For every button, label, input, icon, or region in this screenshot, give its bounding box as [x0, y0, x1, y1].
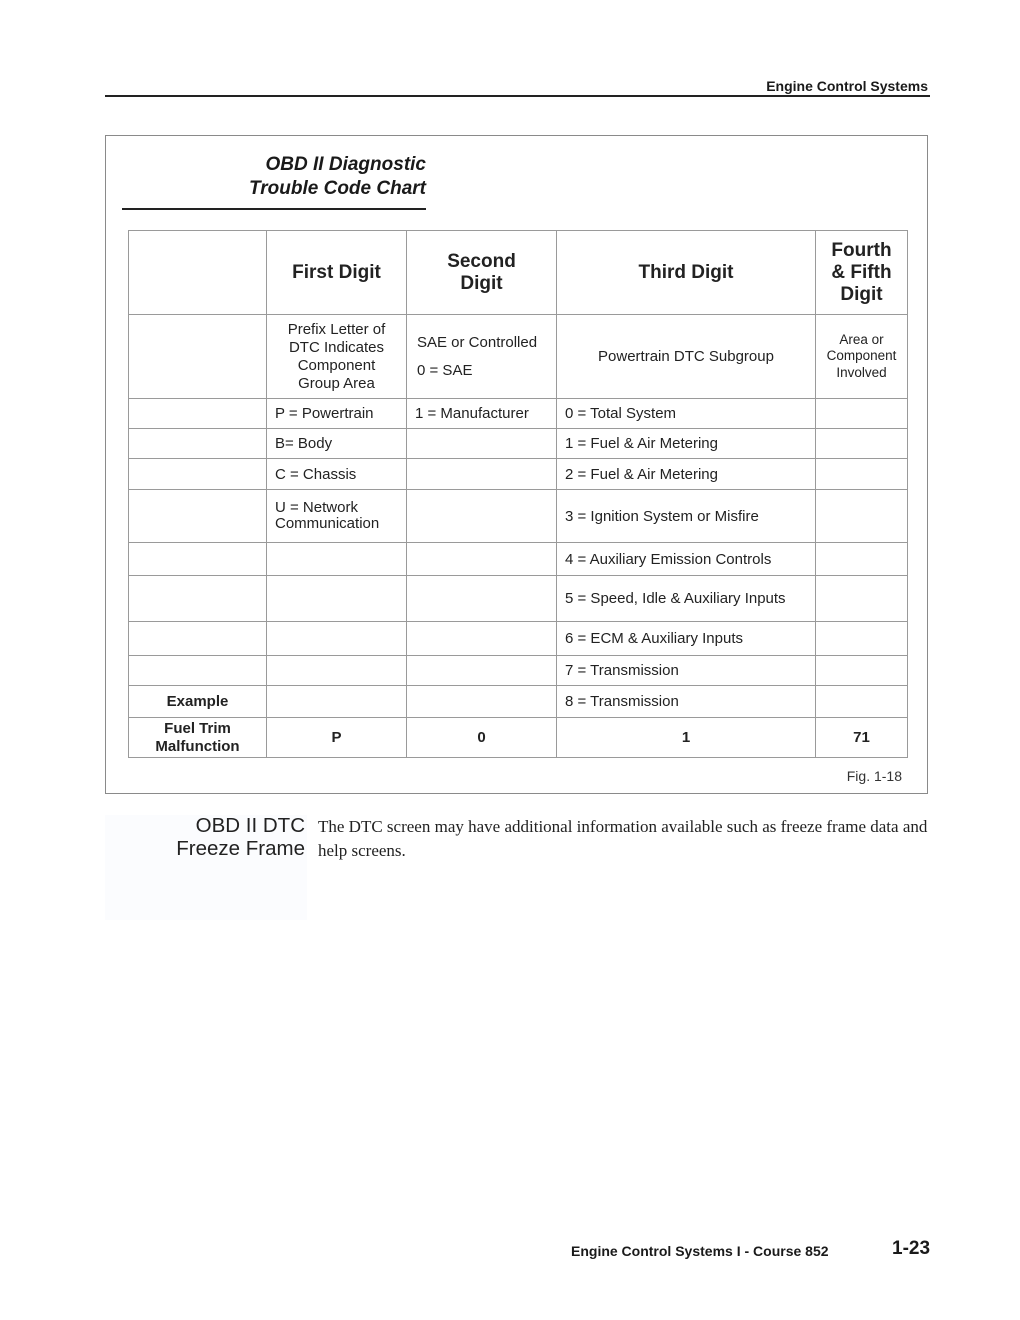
description-row: [129, 315, 908, 399]
fourth-digit-cell: [816, 490, 908, 543]
desc-line: 0 = SAE: [417, 361, 473, 379]
fourth-digit-cell: [816, 622, 908, 656]
header-cell-third-digit: Third Digit: [557, 231, 816, 315]
row-label-cell: [129, 543, 267, 576]
row-label-cell: [129, 399, 267, 429]
fourth-digit-cell: [816, 686, 908, 718]
third-digit-cell: 0 = Total System: [557, 399, 816, 429]
table-row: [129, 656, 908, 686]
header-cell-second-digit: [407, 231, 557, 315]
second-digit-cell: [407, 543, 557, 576]
desc-cell-first: [267, 315, 407, 399]
header-line: Digit: [840, 283, 883, 305]
header-line: Fourth: [831, 239, 892, 261]
fourth-digit-cell: [816, 543, 908, 576]
desc-line: Component: [826, 348, 897, 364]
second-digit-cell: [407, 622, 557, 656]
second-digit-cell: 1 = Manufacturer: [407, 399, 557, 429]
header-cell-first-digit: First Digit: [267, 231, 407, 315]
desc-cell-fourth: [816, 315, 908, 399]
table-row: [129, 429, 908, 459]
third-digit-cell: 3 = Ignition System or Misfire: [557, 490, 816, 543]
chart-title-line: OBD II Diagnostic: [265, 154, 426, 175]
desc-line: DTC Indicates: [288, 338, 385, 356]
header-cell-blank: [129, 231, 267, 315]
table-row: [129, 459, 908, 490]
first-digit-cell: [267, 656, 407, 686]
header-line: Second: [447, 250, 516, 272]
table-row: [129, 576, 908, 622]
page-number: 1-23: [892, 1238, 931, 1259]
chart-title: [200, 153, 426, 201]
third-digit-cell: 1 = Fuel & Air Metering: [557, 429, 816, 459]
fourth-digit-cell: [816, 429, 908, 459]
desc-line: SAE or Controlled: [417, 333, 538, 351]
row-label-cell: [129, 656, 267, 686]
second-digit-cell: [407, 429, 557, 459]
example-name-cell: [129, 718, 267, 758]
second-digit-cell: [407, 656, 557, 686]
table-row: [129, 543, 908, 576]
header-line: & Fifth: [831, 261, 892, 283]
desc-line: Area or: [839, 331, 884, 347]
example-fourth-fifth-digit: 71: [816, 718, 908, 758]
table-row: [129, 686, 908, 718]
title-rule: [122, 208, 426, 210]
desc-cell-blank: [129, 315, 267, 399]
table-header-row: [129, 231, 908, 315]
table-row: [129, 622, 908, 656]
third-digit-cell: 6 = ECM & Auxiliary Inputs: [557, 622, 816, 656]
section-heading-line: OBD II DTC: [195, 814, 305, 837]
first-digit-cell: [267, 543, 407, 576]
header-cell-fourth-fifth-digit: [816, 231, 908, 315]
desc-cell-third: Powertrain DTC Subgroup: [557, 315, 816, 399]
example-third-digit: 1: [557, 718, 816, 758]
second-digit-cell: [407, 459, 557, 490]
second-digit-cell: [407, 686, 557, 718]
table-row: [129, 490, 908, 543]
row-label-cell: [129, 459, 267, 490]
first-digit-cell: C = Chassis: [267, 459, 407, 490]
figure-label: Fig. 1-18: [846, 768, 902, 784]
fourth-digit-cell: [816, 576, 908, 622]
fourth-digit-cell: [816, 399, 908, 429]
header-line: Digit: [460, 272, 503, 294]
section-body-text: The DTC screen may have additional information available such as freeze frame data and help screens.: [318, 817, 928, 860]
row-label-cell: [129, 622, 267, 656]
first-digit-cell: [267, 576, 407, 622]
third-digit-cell: 7 = Transmission: [557, 656, 816, 686]
example-name-line: Fuel Trim: [164, 719, 231, 737]
second-digit-cell: [407, 490, 557, 543]
third-digit-cell: 5 = Speed, Idle & Auxiliary Inputs: [557, 576, 816, 622]
example-row: [129, 718, 908, 758]
fourth-digit-cell: [816, 656, 908, 686]
example-first-digit: P: [267, 718, 407, 758]
third-digit-cell: 8 = Transmission: [557, 686, 816, 718]
dtc-chart-table: [128, 230, 908, 758]
desc-line: Group Area: [298, 374, 375, 392]
first-digit-cell: B= Body: [267, 429, 407, 459]
table-row: [129, 399, 908, 429]
first-digit-cell: [267, 622, 407, 656]
example-second-digit: 0: [407, 718, 557, 758]
first-digit-cell: [267, 686, 407, 718]
row-label-cell: [129, 576, 267, 622]
section-heading-line: Freeze Frame: [176, 837, 305, 860]
first-digit-cell: P = Powertrain: [267, 399, 407, 429]
desc-line: Involved: [836, 364, 887, 380]
footer-course-title: Engine Control Systems I - Course 852: [571, 1243, 829, 1259]
chart-title-line: Trouble Code Chart: [249, 178, 426, 199]
row-label-cell: [129, 429, 267, 459]
example-name-line: Malfunction: [155, 737, 240, 755]
running-header: Engine Control Systems: [766, 78, 928, 94]
header-rule: [105, 95, 930, 97]
desc-line: Prefix Letter of: [287, 320, 386, 338]
third-digit-cell: 4 = Auxiliary Emission Controls: [557, 543, 816, 576]
example-label-cell: Example: [129, 686, 267, 718]
section-heading: [105, 814, 305, 860]
second-digit-cell: [407, 576, 557, 622]
row-label-cell: [129, 490, 267, 543]
third-digit-cell: 2 = Fuel & Air Metering: [557, 459, 816, 490]
desc-cell-second: [407, 315, 557, 399]
fourth-digit-cell: [816, 459, 908, 490]
desc-line: Component: [297, 356, 376, 374]
first-digit-cell: U = Network Communication: [267, 490, 407, 543]
